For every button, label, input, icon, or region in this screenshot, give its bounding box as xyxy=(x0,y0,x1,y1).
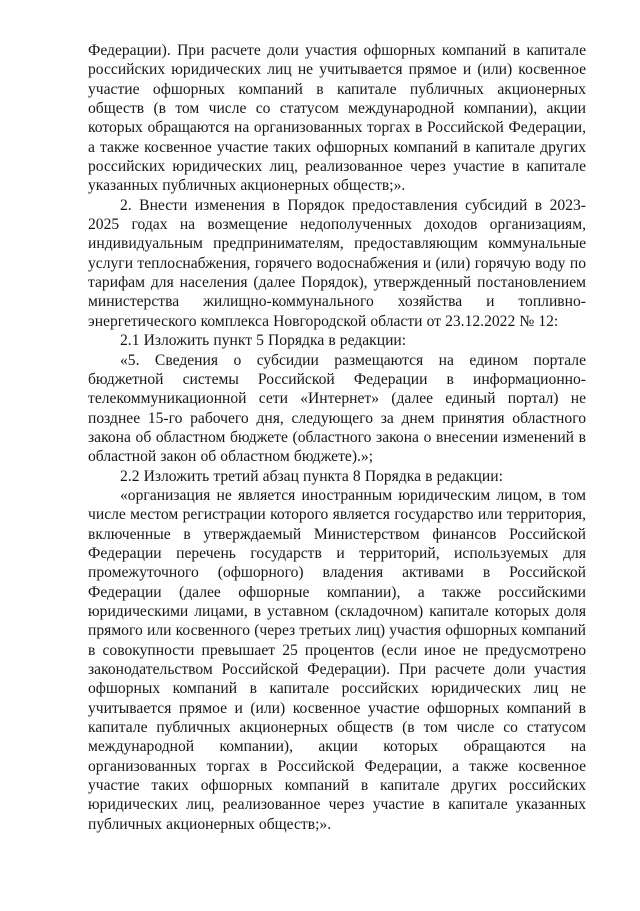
paragraph-item-2-1-heading: 2.1 Изложить пункт 5 Порядка в редакции: xyxy=(120,332,407,350)
paragraph-point-8-text: «организация не является иностранным юридическим лицом, в том числе местом регистрации которого является государство или территория, включенные в утверждаемый Министерством финансов Российской Федерации перечень государств и территорий, используемых для промежуточного (офшорного) владения активами в Российской Федерации (далее офшорные компании), а также российскими юридическими лицами, в уставном (складочном) капитале которых доля прямого или косвенного (через третьих лиц) участия офшорных компаний в совокупности превышает 25 процентов (если иное не предусмотрено законодательством Российской Федерации). При расчете доли участия офшорных компаний в капитале российских юридических лиц не учитывается прямое и (или) косвенное участие офшорных компаний в капитале публичных акционерных обществ (в том числе со статусом международной компании), акции которых обращаются на организованных торгах в Российской Федерации, а также косвенное участие таких офшорных компаний в капитале других российских юридических лиц, реализованное через участие в капитале указанных публичных акционерных обществ;». xyxy=(88,486,586,833)
paragraph-point-5-text: «5. Сведения о субсидии размещаются на едином портале бюджетной системы Российской Федерации в информационно-телекоммуникационной сети «Интернет» (далее единый портал) не позднее 15-го рабочего дня, следующего за днем принятия областного закона об областном бюджете (областного закона о внесении изменений в областной закон об областном бюджете).»; xyxy=(88,351,586,466)
document-page xyxy=(88,41,586,834)
paragraph-continuation-offshore: Федерации). При расчете доли участия офшорных компаний в капитале российских юридических лиц не учитывается прямое и (или) косвенное участие офшорных компаний в капитале публичных акционерных обществ (в том числе со статусом международной компании), акции которых обращаются на организованных торгах в Российской Федерации, а также косвенное участие таких офшорных компаний в капитале других российских юридических лиц, реализованное через участие в капитале указанных публичных акционерных обществ;». xyxy=(88,42,586,195)
paragraph-item-2-amend-procedure: 2. Внести изменения в Порядок предоставления субсидий в 2023-2025 годах на возмещение недополученных доходов организациям, индивидуальным предпринимателям, предоставляющим коммунальные услуги теплоснабжения, горячего водоснабжения и (или) горячую воду по тарифам для населения (далее Порядок), утвержденный постановлением министерства жилищно-коммунального хозяйства и топливно-энергетического комплекса Новгородской области от 23.12.2022 № 12: xyxy=(88,196,586,330)
paragraph-item-2-2-heading: 2.2 Изложить третий абзац пункта 8 Порядка в редакции: xyxy=(120,467,503,485)
